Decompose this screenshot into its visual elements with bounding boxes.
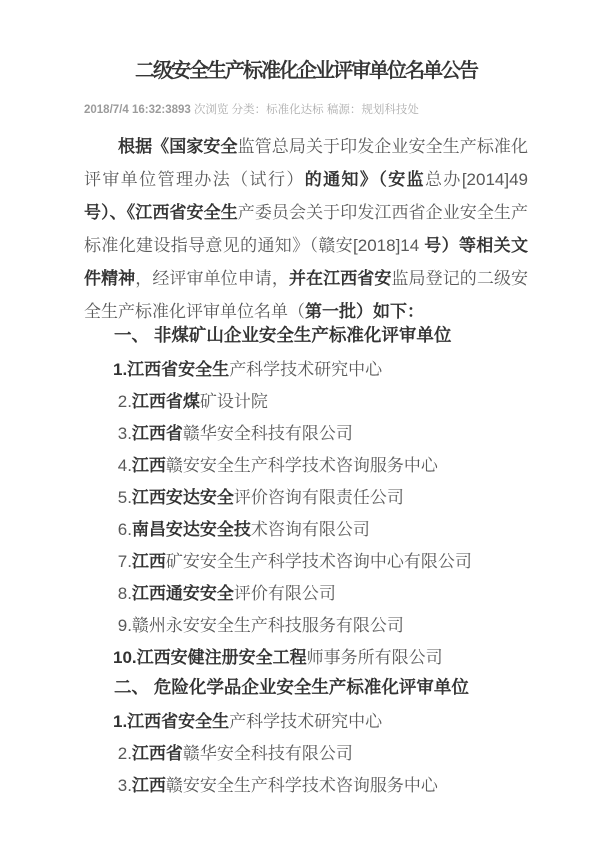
list-item [84, 770, 528, 802]
text-run: 次浏览 分类：标准化达标 稿源：规划科技处 [190, 104, 419, 116]
text-run: 产科学技术研究中心 [229, 712, 383, 731]
text-run: 江西通安安全 [131, 584, 234, 603]
list-item [84, 706, 528, 738]
text-run: 产委员会关于印发江西省企业安全生产标准化建设指导意见的通知》（赣安[2018]14 [84, 203, 529, 255]
text-run: 号）、《江西省安全生 [84, 203, 238, 222]
list-item [84, 482, 528, 514]
text-run: 6. [113, 520, 132, 539]
text-run: 评价有限公司 [233, 584, 336, 603]
list-item [84, 514, 528, 546]
article [84, 0, 528, 802]
text-run: 江西 [131, 552, 166, 571]
text-run: 江西省 [131, 744, 183, 763]
section-heading: 二、 危险化学品企业安全生产标准化评审单位 [114, 677, 469, 697]
text-run: 根据《国家安全 [118, 137, 238, 156]
text-run: 赣安安全生产科学技术咨询服务中心 [165, 776, 438, 795]
text-run: 2018/7/4 16:32:3893 [84, 104, 191, 116]
text-run: 1.江西省安全生 [113, 712, 230, 731]
text-run: 4. [113, 456, 132, 475]
list-item [84, 450, 528, 482]
text-run: 矿安安全生产科学技术咨询中心有限公司 [165, 552, 472, 571]
text-run: 江西 [131, 776, 166, 795]
section-item-list [84, 354, 528, 674]
text-run: 2. [113, 744, 132, 763]
text-run: 江西安达安全 [131, 488, 234, 507]
text-run: 7. [113, 552, 132, 571]
list-item [84, 386, 528, 418]
list-item [84, 642, 528, 674]
text-run: 3. [113, 424, 132, 443]
article-title: 二级安全生产标准化企业评审单位名单公告 [135, 60, 477, 82]
list-item [84, 546, 528, 578]
text-run: 江西省 [131, 424, 183, 443]
intro-paragraph [84, 130, 528, 328]
section-hazardous-chemicals [84, 674, 528, 802]
text-run: 总办[2014]49 [425, 170, 528, 189]
text-run: 产科学技术研究中心 [229, 360, 383, 379]
text-run: 5. [113, 488, 132, 507]
text-run: 南昌安达安全技 [131, 520, 251, 539]
text-run: 9.赣州永安安全生产科技服务有限公司 [113, 616, 404, 635]
text-run: ，经评审单位申请， [135, 269, 289, 288]
text-run: 监管总局关于印发企业安全生产标准化评审单位管理办法（试行） [84, 137, 528, 189]
text-run: 1.江西省安全生 [113, 360, 230, 379]
text-run: 江西 [131, 456, 166, 475]
text-run: 并在江西省安 [288, 269, 392, 288]
text-run: 2. [113, 392, 132, 411]
section-item-list [84, 706, 528, 802]
text-run: 赣华安全科技有限公司 [182, 424, 353, 443]
text-run: 赣华安全科技有限公司 [182, 744, 353, 763]
text-run: 术咨询有限公司 [250, 520, 370, 539]
section-non-coal-mine [84, 322, 528, 674]
text-run: 矿设计院 [199, 392, 268, 411]
list-item [84, 354, 528, 386]
section-heading: 一、 非煤矿山企业安全生产标准化评审单位 [114, 325, 452, 345]
article-meta [84, 102, 528, 118]
text-run: 8. [113, 584, 132, 603]
text-run: 10.江西安健注册安全工程 [113, 648, 307, 667]
text-run: 监局登记的二级安全生产标准化评审单位名单（ [84, 269, 529, 321]
text-run: 的通知》（安监 [304, 170, 426, 189]
text-run: 评价咨询有限责任公司 [233, 488, 404, 507]
list-item [84, 610, 528, 642]
text-run: 第一批）如下： [305, 302, 424, 321]
list-item [84, 738, 528, 770]
list-item [84, 578, 528, 610]
text-run: 江西省煤 [131, 392, 200, 411]
text-run: 号）等相关文件精神 [84, 236, 528, 288]
list-item [84, 418, 528, 450]
text-run: 师事务所有限公司 [306, 648, 443, 667]
text-run: 赣安安全生产科学技术咨询服务中心 [165, 456, 438, 475]
text-run: 3. [113, 776, 132, 795]
